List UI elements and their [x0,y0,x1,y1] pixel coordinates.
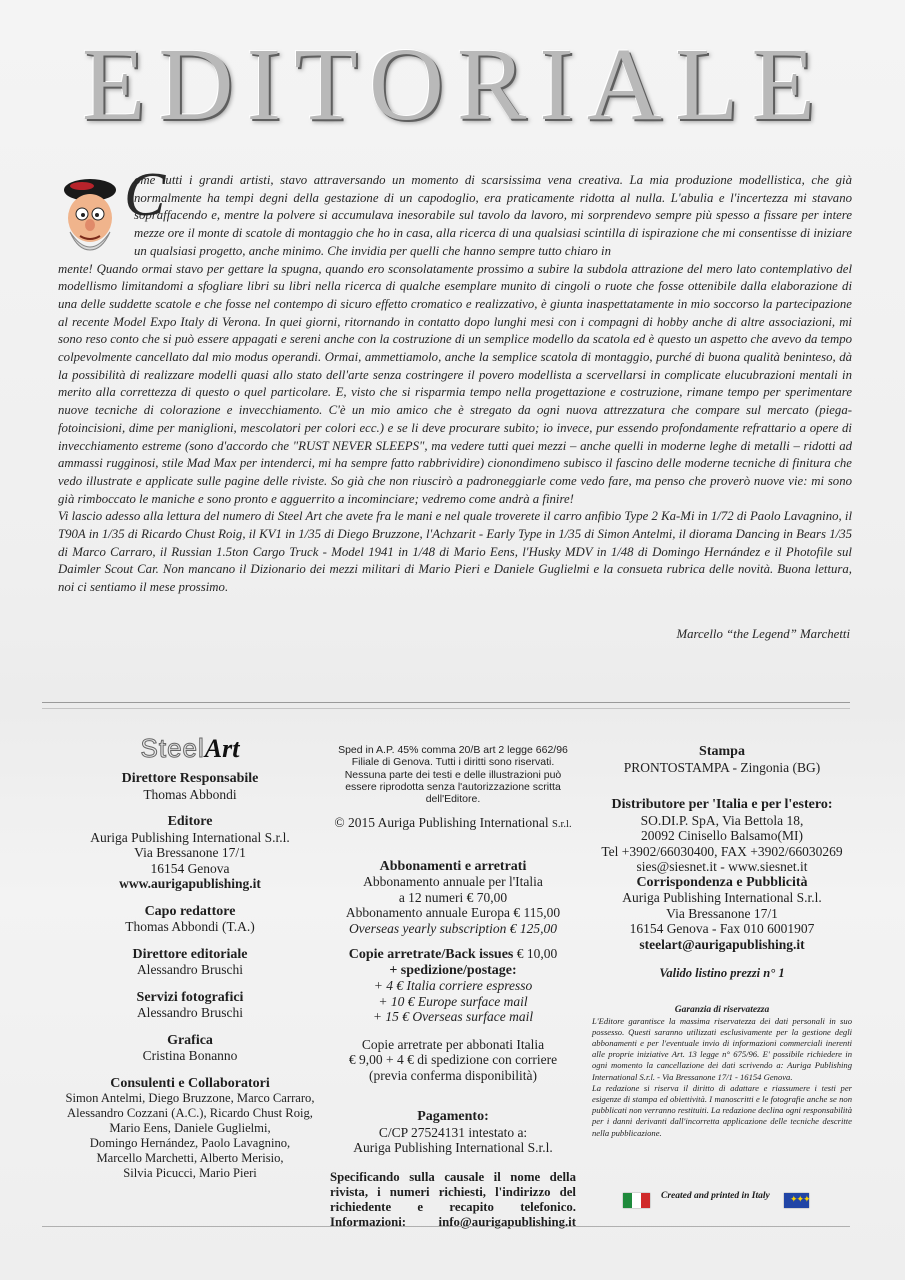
staff-graphics: Grafica Cristina Bonanno [142,1032,238,1063]
eu-flag-icon: ✦✦✦ [784,1193,809,1208]
copyright-line: © 2015 Auriga Publishing International S.r.l. [334,815,572,831]
created-in-italy-row [623,1191,813,1211]
payment-block: Pagamento: C/CP 27524131 intestato a: Auriga Publishing International S.r.l. [353,1109,553,1156]
correspondence-email-link[interactable]: steelart@aurigapublishing.it [639,936,805,952]
drop-cap: C [124,161,166,229]
divider-top-secondary [42,708,850,709]
editorial-signature: Marcello “the Legend” Marchetti [676,627,850,641]
masthead-column-distribution [588,744,856,1139]
subscriptions-block: Abbonamenti e arretrati Abbonamento annuale per l'Italia a 12 numeri € 70,00 Abbonamento annuale Europa € 115,00 Overseas yearly subscription € 125,00 [345,858,561,936]
italy-flag-icon [623,1193,650,1208]
created-printed-label: Created and printed in Italy [661,1191,770,1201]
editorial-paragraph-1-start: ome tutti i grandi artisti, stavo attraversando un momento di scarsissima vena creativa. La mia produzione modellistica, che già normalmente ha tempi degni della gestazione di un capodoglio, era praticamente ridotta al nulla. L'abulia e l'incertezza mi stavano sopraffacendo e, mentre la polvere si accumulava inesorabile sul tavolo da lavoro, mi sorprendevo sempre più spesso a fissare per intere mezze ore il monte di scatole di montaggio che ho in casa, alla ricerca di una qualsiasi scintilla di ispirazione che mi consentisse di iniziare un qualsiasi progetto, anche minimo. Che invidia per quelli che hanno sempre tutto chiaro in [134,173,852,258]
divider-bottom [42,1226,850,1227]
editorial-paragraph-1-continued: mente! Quando ormai stavo per gettare la spugna, quando ero sconsolatamente prossimo a subire la subdola attrazione del mero lato contemplativo del modellismo limitandomi a sfogliare libri su libri nella ricerca di qualche esemplare munito di cingoli o ruote che fosse ottenibile dalla elaborazione di una delle suddette scatole e che fosse nel contempo di sicuro effetto cromatico e realizzativo, è giunta inaspettatamente in mio soccorso la partecipazione al recente Model Expo Italy di Verona. In quei giorni, ritornando in contatto dopo lunghi mesi con i compagni di hobby anche di altre associazioni, mi sono reso conto che si può essere appagati e sereni anche con la costruzione di un semplice modello da scatola ed è questo un aspetto che avevo da tempo colpevolmente cancellato dal mio modus operandi. Ormai, ammettiamolo, anche la semplice scatola di montaggio, purché di buona qualità beninteso, dà la possibilità di realizzare modelli quasi allo stato dell'arte senza costringere il povero modellista a scervellarsi in complicate elucubrazioni mentali in merito alla correttezza di questo o quel particolare. E, visto che si risparmia tempo nella progettazione e costruzione, rimane tempo per sperimentare nuove tecniche di colorazione e invecchiamento. C'è un mio amico che è stregato da ogni nuova attrezzatura che compare sul mercato (piega-fotoincisioni, dime per maniglioni, mescolatori per colori ecc.) e se li deve procurare subito; io invece, pur essendo profondamente refrattario a opere di invecchiamento estreme (sono d'accordo che "RUST NEVER SLEEPS", ma vedere tutti quei mezzi – anche quelli in moderne leghe di metalli – ridotti ad ammassi rugginosi, stile Mad Max per intenderci, mi ha sempre fatto rabbrividire) cionondimeno subisco il fascino delle moderne tecniche di finitura che vedo illustrate e applicate sulle pagine delle riviste. So già che non riuscirò a padroneggiarle come vedo fare, ma penso che proverò nuove vie: mi sono già rimboccato le maniche e sono pronto e agguerrito a incominciare; vedremo come andrà a finire! [58,261,852,506]
masthead-column-staff [60,734,320,1193]
privacy-block: Garanzia di riservatezza L'Editore garantisce la massima riservatezza dei dati personali in suo possesso. Questi saranno utilizzati esclusivamente per la gestione degli abbonamenti e per l'eventuale invio di informazioni commerciali inerenti alle proprie iniziative Art. 13 legge n° 675/96. E' possibile richiedere in ogni momento la cancellazione dei dati scrivendo a: Auriga Publishing International S.r.l. - Via Bressanone 17/1 - 16154 Genova. La redazione si riserva il diritto di adattare e riassumere i testi per esigenze di stampa ed obiettività. I manoscritti e le fotografie anche se non pubblicati non verranno restituiti. La redazione declina ogni responsabilità per i danni derivanti dall'incorretta applicazione delle tecniche descritte nella pubblicazione. [592,1004,852,1138]
editorial-paragraph-2: Vi lascio adesso alla lettura del numero di Steel Art che avete fra le mani e nel quale troverete il carro anfibio Type 2 Ka-Mi in 1/72 di Paolo Lavagnino, il T90A in 1/35 di Ricardo Chust Roig, il KV1 in 1/35 di Diego Bruzzone, l'Achzarit - Early Type in 1/35 di Simon Antelmi, il diorama Dancing in Bears 1/35 di Marco Carraro, il Russian 1.5ton Cargo Truck - Model 1941 in 1/48 di Mario Eens, l'Husky MDV in 1/48 di Domingo Hernández e il Photofile sul Daimler Scout Car. Non mancano il Dizionario dei mezzi militari di Mario Pieri e Daniele Guglielmi e la consueta rubrica delle novità. Buona lettura, noi ci sentiamo il mese prossimo. [58,509,852,595]
masthead-title: EDITORIALE [81,27,829,142]
staff-director: Direttore Responsabile Thomas Abbondi [121,771,259,802]
payment-instructions: Specificando sulla causale il nome della rivista, i numeri richiesti, l'indirizzo del richiedente e recapito telefonico. Informazioni: info@aurigapublishing.it [330,1169,576,1229]
staff-editor-in-chief: Capo redattore Thomas Abbondi (T.A.) [125,903,255,934]
distributor-block: Distributore per 'Italia e per l'estero: SO.DI.P. SpA, Via Bettola 18, 20092 Cinisello Balsamo(MI) Tel +3902/66030400, FAX +3902/66030269 sies@siesnet.it - www.siesnet.it [601,797,843,874]
staff-publisher: Editore Auriga Publishing International S.r.l. Via Bressanone 17/1 16154 Genova www.aurigapublishing.it [60,814,320,892]
divider-top [42,702,850,703]
editorial-body [58,172,852,597]
back-issues-block: Copie arretrate/Back issues € 10,00 + spedizione/postage: + 4 € Italia corriere espresso + 10 € Europe surface mail + 15 € Overseas surface mail [348,946,558,1025]
price-list-note: Valido listino prezzi n° 1 [659,966,785,980]
legal-notice: Sped in A.P. 45% comma 20/B art 2 legge 662/96 Filiale di Genova. Tutti i diritti sono riservati. Nessuna parte dei testi e delle illustrazioni può essere riprodotta senza l'autorizzazione scritta dell'Editore. [338,744,568,806]
staff-photography: Servizi fotografici Alessandro Bruschi [136,989,244,1020]
printing-block: Stampa PRONTOSTAMPA - Zingonia (BG) [623,744,821,775]
correspondence-block: Corrispondenza e Pubblicità Auriga Publishing International S.r.l. Via Bressanone 17/1 16154 Genova - Fax 010 6001907 steelart@aurigapublishing.it [588,875,856,953]
publisher-website-link[interactable]: www.aurigapublishing.it [119,876,261,891]
staff-editorial-director: Direttore editoriale Alessandro Bruschi [132,946,248,977]
steel-art-logo: SteelArt [140,733,240,763]
subscriber-back-issues-block: Copie arretrate per abbonati Italia € 9,00 + 4 € di spedizione con corriere (previa conferma disponibilità) [348,1036,558,1083]
masthead-column-subscriptions [322,744,584,1230]
staff-contributors: Consulenti e Collaboratori Simon Antelmi, Diego Bruzzone, Marco Carraro, Alessandro Cozzani (A.C.), Ricardo Chust Roig, Mario Eens, Daniele Guglielmi, Domingo Hernández, Paolo Lavagnino, Marcello Marchetti, Alberto Merisio, Silvia Picucci, Mario Pieri [65,1075,315,1180]
